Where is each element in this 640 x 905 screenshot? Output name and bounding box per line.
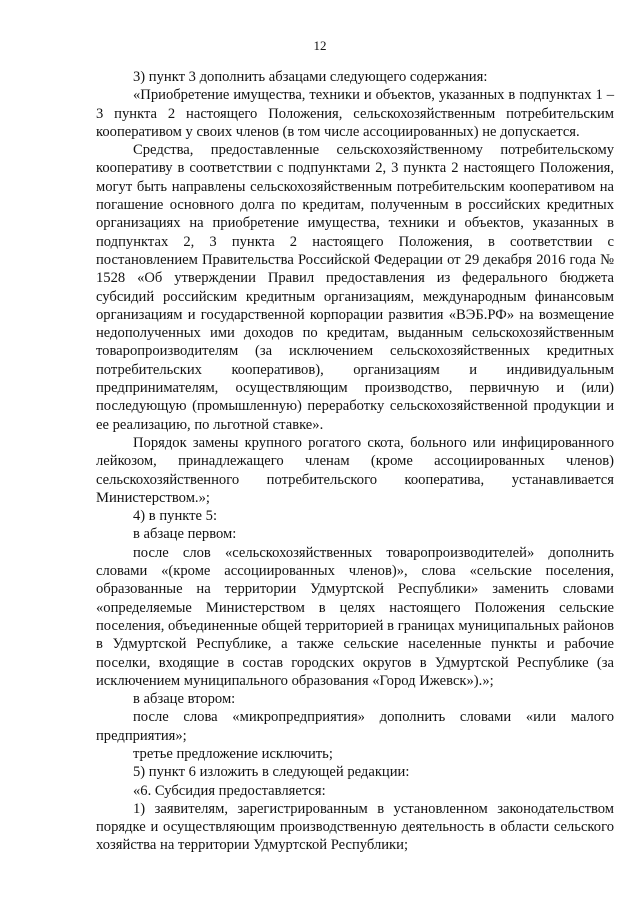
paragraph-second-clause-changes: после слова «микропредприятия» дополнить словами «или малого предприятия»; — [96, 709, 614, 744]
paragraph-item-3-intro: 3) пункт 3 дополнить абзацами следующего содержания: — [133, 69, 488, 85]
paragraph-first-clause-changes: после слов «сельскохозяйственных товаропроизводителей» дополнить словами «(кроме ассоциированных членов)», слова «сельские поселения, образованные на территории Удмуртской Республики» заменить словами «определяемые Министерством в целях настоящего Положения сельские поселения, объединенные общей территорией в границах муниципальных районов в Удмуртской Республике, а также сельские населенные пункты и рабочие поселки, входящие в состав городских округов в Удмуртской Республике (за исключением муниципального образования «Город Ижевск»).»; — [96, 544, 614, 689]
paragraph-cattle-replacement: Порядок замены крупного рогатого скота, больного или инфицированного лейкозом, принадлежащего членам (кроме ассоциированных членов) сельскохозяйственного потребительского кооператива, устанавливается Министерством.»; — [96, 434, 614, 506]
paragraph-subsidy-applicants: 1) заявителям, зарегистрированным в установленном законодательством порядке и осуществляющим производственную деятельность в области сельского хозяйства на территории Удмуртской Республики; — [96, 800, 614, 854]
paragraph-item-5-intro: 5) пункт 6 изложить в следующей редакции: — [133, 764, 410, 781]
paragraph-funds-usage: Средства, предоставленные сельскохозяйственному потребительскому кооперативу в соответствии с подпунктами 2, 3 пункта 2 настоящего Положения, могут быть направлены сельскохозяйственным потребительским кооперативом на погашение основного долга по кредитам, полученным в российских кредитных организациях на приобретение имущества, техники и объектов, указанных в подпунктах 2, 3 пункта 2 настоящего Положения, в соответствии с постановлением Правительства Российской Федерации от 29 декабря 2016 года № 1528 «Об утверждении Правил предоставления из федерального бюджета субсидий российским кредитным организациям, международным финансовым организациям и государственной корпорации развития «ВЭБ.РФ» на возмещение недополученных ими доходов по кредитам, выданным сельскохозяйственным товаропроизводителям (за исключением сельскохозяйственных кредитных потребительских кооперативов), организациям и индивидуальным предпринимателям, осуществляющим производство, первичную и (или) последующую (промышленную) переработку сельскохозяйственной продукции и ее реализацию, по льготной ставке». — [96, 142, 614, 433]
paragraph-subsidy-heading: «6. Субсидия предоставляется: — [133, 782, 326, 799]
document-body — [96, 68, 614, 855]
paragraph-first-clause-intro: в абзаце первом: — [133, 526, 237, 543]
paragraph-second-clause-intro: в абзаце втором: — [133, 691, 236, 708]
paragraph-item-4-intro: 4) в пункте 5: — [133, 508, 218, 525]
paragraph-third-sentence: третье предложение исключить; — [133, 745, 333, 762]
paragraph-acquisition-prohibited: «Приобретение имущества, техники и объектов, указанных в подпунктах 1 – 3 пункта 2 настоящего Положения, сельскохозяйственным потребительским кооперативом у своих членов (в том числе ассоциированных) не допускается. — [96, 87, 614, 140]
page-number: 12 — [313, 38, 327, 53]
